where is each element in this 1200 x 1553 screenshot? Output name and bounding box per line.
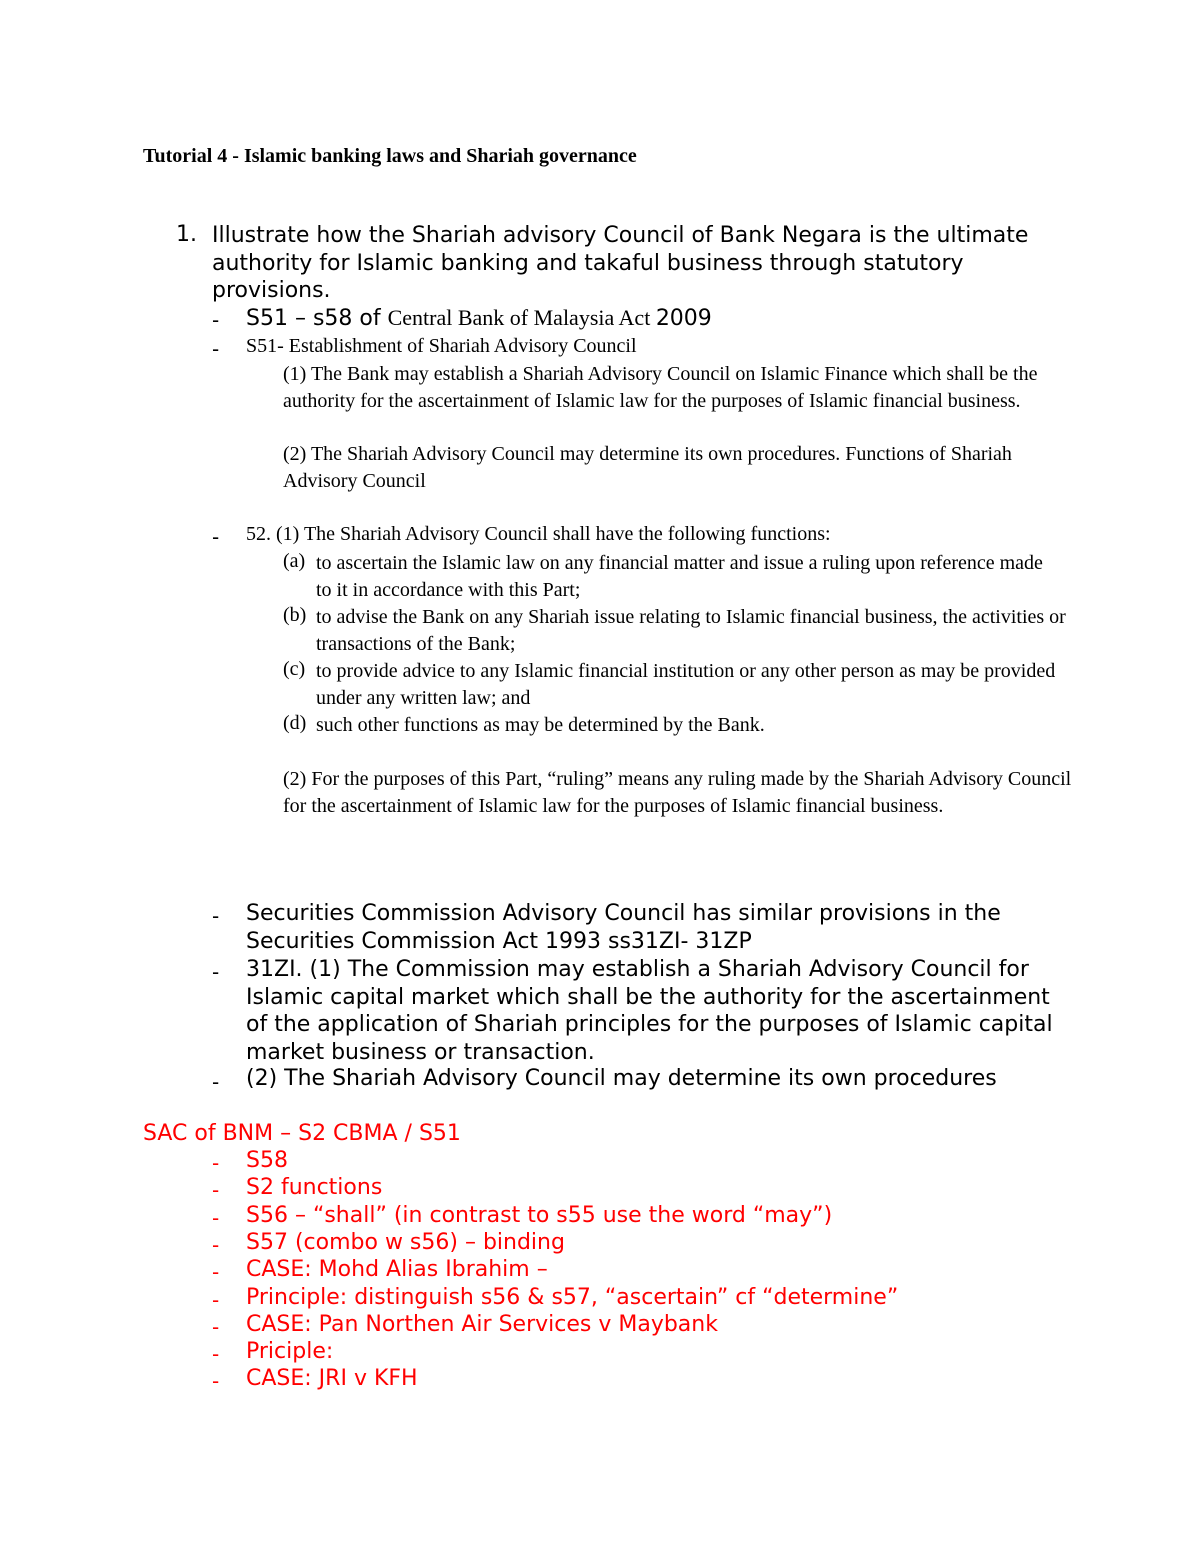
notes-bullet-dash: -: [212, 1369, 220, 1394]
bullet-s51-s58: S51 – s58 of Central Bank of Malaysia Act 2009: [246, 305, 712, 331]
notes-item: S56 – “shall” (in contrast to s55 use the word “may”): [246, 1202, 833, 1228]
notes-bullet-dash: -: [212, 1151, 220, 1175]
s51-subsection-2: (2) The Shariah Advisory Council may determine its own procedures. Functions of Shariah Advisory Council: [283, 443, 1012, 492]
s52-item-label-d: (d): [283, 712, 307, 734]
s52-item-label-c: (c): [283, 658, 306, 680]
notes-item: Principle: distinguish s56 & s57, “ascertain” cf “determine”: [246, 1284, 899, 1310]
s52-subsection-2: (2) For the purposes of this Part, “ruling” means any ruling made by the Shariah Advisory Council for the ascertainment of Islamic law for the purposes of Islamic financial business.: [283, 768, 1072, 817]
notes-bullet-dash: -: [212, 1178, 220, 1203]
notes-bullet-dash: -: [212, 1314, 220, 1339]
sc-bullet-3: (2) The Shariah Advisory Council may determine its own procedures: [246, 1066, 997, 1091]
s52-item-label-a: (a): [283, 550, 306, 572]
sc-bullet-2: 31ZI. (1) The Commission may establish a Shariah Advisory Council for Islamic capital market which shall be the authority for the ascertainment of the application of Shariah principles for the purposes of Islamic capital market business or transaction.: [246, 957, 1053, 1065]
notes-bullet-dash: -: [212, 1205, 220, 1230]
s52-item-b: to advise the Bank on any Shariah issue relating to Islamic financial business, the activities or transactions of the Bank;: [316, 606, 1066, 655]
s52-item-d: such other functions as may be determined by the Bank.: [316, 714, 765, 736]
bullet-dash: -: [212, 1070, 220, 1094]
notes-item: CASE: JRI v KFH: [246, 1366, 418, 1392]
bullet-dash: -: [212, 308, 220, 332]
bullet-dash: -: [212, 904, 220, 928]
s51-subsection-1: (1) The Bank may establish a Shariah Advisory Council on Islamic Finance which shall be the authority for the ascertainment of Islamic law for the purposes of Islamic financial business.: [283, 363, 1038, 412]
notes-item: Priciple:: [246, 1339, 334, 1365]
question-text: Illustrate how the Shariah advisory Council of Bank Negara is the ultimate authority for Islamic banking and takaful business through statutory provisions.: [212, 223, 1029, 303]
notes-bullet-dash: -: [212, 1260, 220, 1285]
s52-item-a: to ascertain the Islamic law on any financial matter and issue a ruling upon reference made to it in accordance with this Part;: [316, 552, 1043, 601]
notes-bullet-dash: -: [212, 1232, 220, 1257]
bullet-s51-establishment: S51- Establishment of Shariah Advisory Council: [246, 335, 637, 357]
notes-item: CASE: Mohd Alias Ibrahim –: [246, 1257, 548, 1283]
notes-item: S57 (combo w s56) – binding: [246, 1229, 565, 1255]
page-title: Tutorial 4 - Islamic banking laws and Shariah governance: [143, 145, 637, 167]
s52-item-c: to provide advice to any Islamic financial institution or any other person as may be provided under any written law; and: [316, 660, 1056, 709]
sc-bullet-1: Securities Commission Advisory Council has similar provisions in the Securities Commission Act 1993 ss31ZI- 31ZP: [246, 901, 1001, 954]
notes-bullet-dash: -: [212, 1287, 220, 1312]
bullet-dash: -: [212, 337, 220, 361]
s52-item-label-b: (b): [283, 604, 307, 626]
notes-bullet-dash: -: [212, 1342, 220, 1367]
notes-item: S58: [246, 1148, 288, 1173]
question-number: 1.: [176, 222, 197, 247]
notes-item: S2 functions: [246, 1175, 383, 1201]
bullet-dash: -: [212, 960, 220, 984]
bullet-dash: -: [212, 525, 220, 549]
notes-heading: SAC of BNM – S2 CBMA / S51: [143, 1121, 461, 1146]
s52-lead: 52. (1) The Shariah Advisory Council shall have the following functions:: [246, 523, 831, 545]
notes-item: CASE: Pan Northen Air Services v Maybank: [246, 1311, 718, 1337]
